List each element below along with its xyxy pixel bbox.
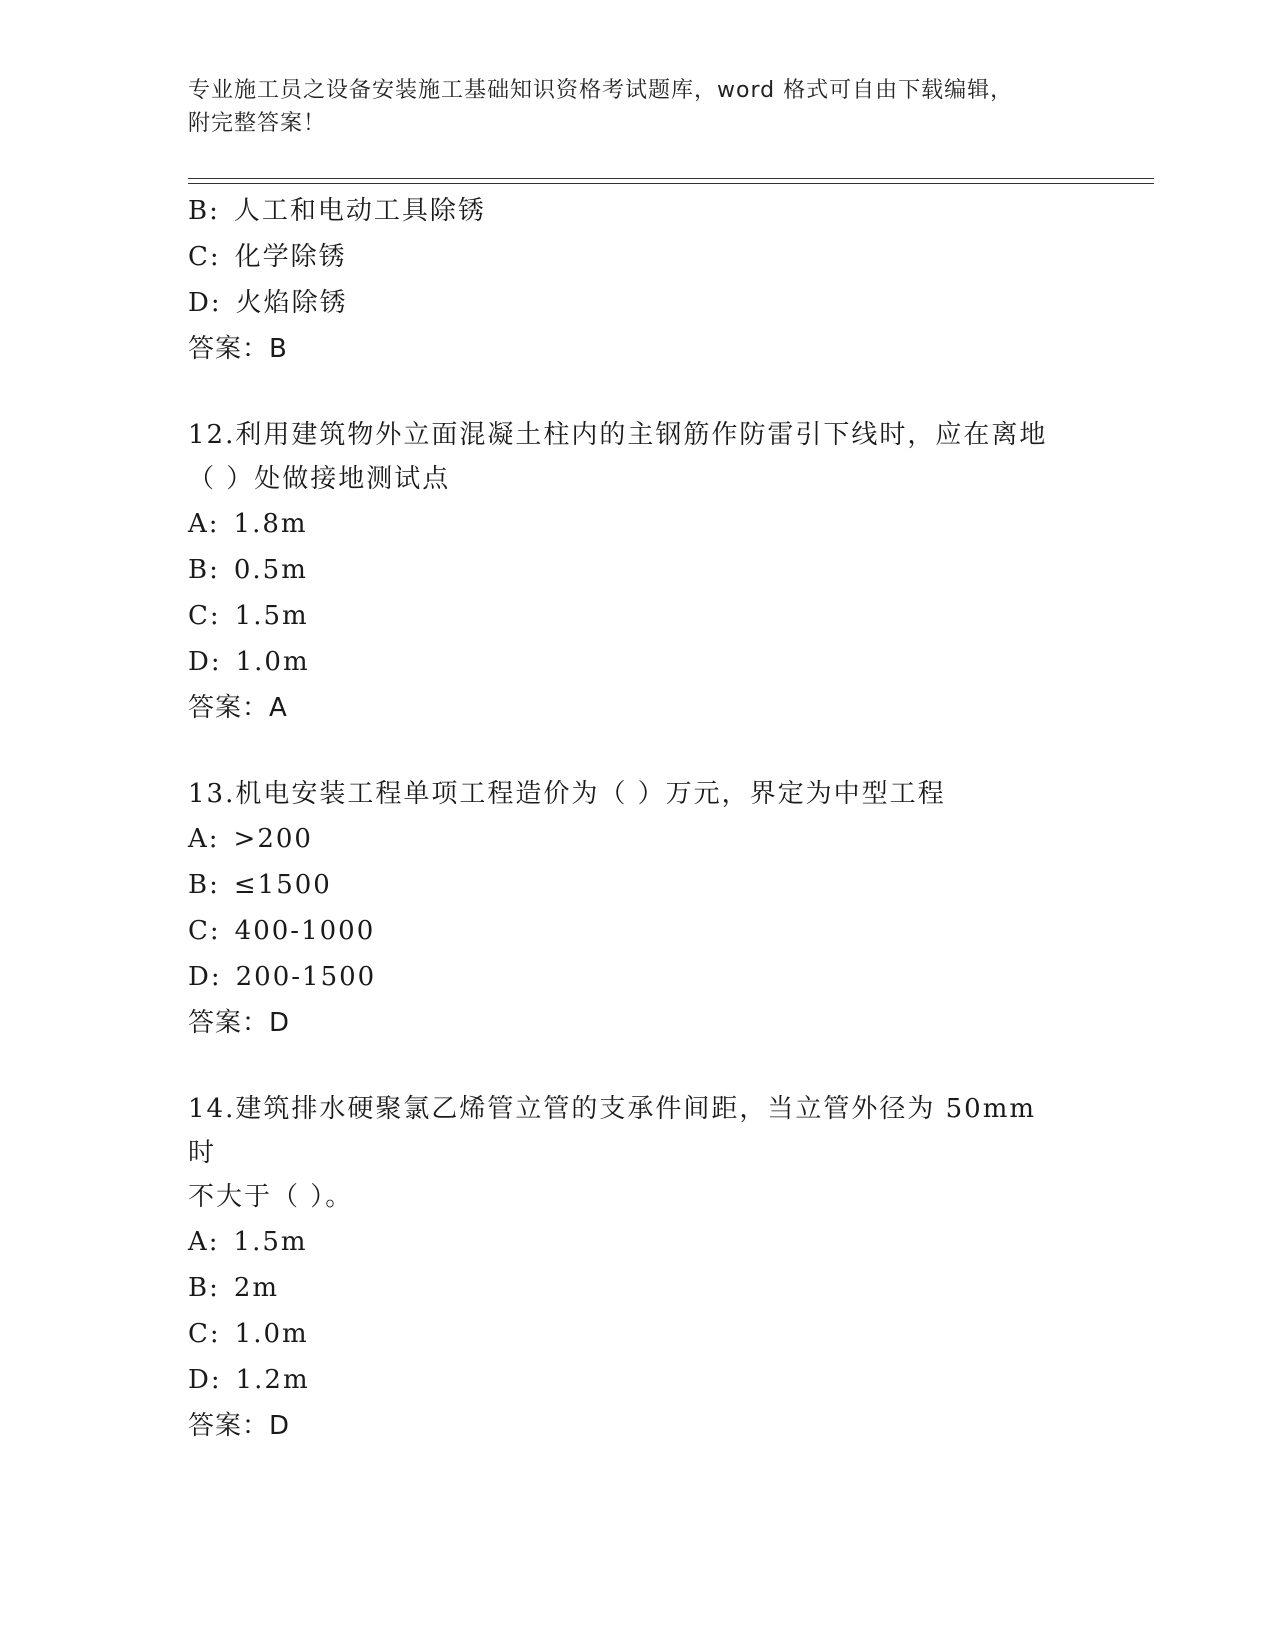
option-a <box>188 816 1088 862</box>
answer-prefix: 答案： <box>188 1411 270 1441</box>
option-c <box>188 1311 1088 1357</box>
option-b <box>188 862 1088 908</box>
option-label: B: <box>188 555 220 585</box>
option-label: C: <box>188 601 221 631</box>
option-text: 0.5m <box>233 555 308 585</box>
option-d <box>188 280 1088 326</box>
option-d <box>188 639 1088 685</box>
question-stem-line-1: 12.利用建筑物外立面混凝土柱内的主钢筋作防雷引下线时，应在离地 <box>188 420 1048 450</box>
option-text: 200-1500 <box>235 962 377 992</box>
question-11-continued <box>188 188 1088 372</box>
option-a <box>188 501 1088 547</box>
option-c <box>188 908 1088 954</box>
header-line-2: 附完整答案！ <box>188 111 327 136</box>
answer-line <box>188 685 1088 731</box>
question-12 <box>188 413 1088 731</box>
option-b <box>188 1265 1088 1311</box>
question-stem-line-1: 13.机电安装工程单项工程造价为（ ）万元，界定为中型工程 <box>188 779 946 809</box>
answer-value: A <box>269 693 288 723</box>
answer-prefix: 答案： <box>188 334 270 364</box>
option-a <box>188 1219 1088 1265</box>
question-list <box>188 188 1088 1449</box>
option-b <box>188 547 1088 593</box>
option-text: 1.2m <box>235 1365 310 1395</box>
answer-value: B <box>269 334 288 364</box>
question-stem-line-2: 不大于（ ）。 <box>188 1182 354 1212</box>
option-text: 400-1000 <box>234 916 376 946</box>
option-text: 1.5m <box>234 601 309 631</box>
option-label: C: <box>188 242 221 272</box>
question-14 <box>188 1087 1088 1449</box>
option-text: 1.0m <box>235 647 310 677</box>
document-header <box>188 74 1068 140</box>
header-line-1: 专业施工员之设备安装施工基础知识资格考试题库，word 格式可自由下载编辑， <box>188 78 1014 103</box>
option-d <box>188 954 1088 1000</box>
option-text: 1.8m <box>233 509 308 539</box>
option-label: B: <box>188 1273 220 1303</box>
option-text: 1.0m <box>234 1319 309 1349</box>
option-label: B: <box>188 196 220 226</box>
option-text: 化学除锈 <box>234 242 347 272</box>
question-stem-line-2: （ ）处做接地测试点 <box>188 464 451 494</box>
option-text: 人工和电动工具除锈 <box>233 196 486 226</box>
option-label: A: <box>188 509 220 539</box>
answer-line <box>188 326 1088 372</box>
option-label: D: <box>188 647 222 677</box>
option-c <box>188 593 1088 639</box>
option-text: >200 <box>233 824 313 854</box>
header-divider-bottom <box>188 183 1154 184</box>
question-stem <box>188 413 1068 501</box>
option-text: 火焰除锈 <box>235 288 348 318</box>
question-13 <box>188 772 1088 1046</box>
answer-line <box>188 1403 1088 1449</box>
option-text: 2m <box>233 1273 280 1303</box>
option-label: D: <box>188 1365 222 1395</box>
question-stem <box>188 1087 1068 1219</box>
option-b <box>188 188 1088 234</box>
answer-line <box>188 1000 1088 1046</box>
answer-value: D <box>269 1411 291 1441</box>
question-stem <box>188 772 1068 816</box>
option-label: A: <box>188 1227 220 1257</box>
option-label: B: <box>188 870 220 900</box>
option-label: C: <box>188 1319 221 1349</box>
option-text: ≤1500 <box>233 870 332 900</box>
answer-value: D <box>269 1008 291 1038</box>
header-divider-top <box>188 178 1154 179</box>
answer-prefix: 答案： <box>188 1008 270 1038</box>
answer-prefix: 答案： <box>188 693 270 723</box>
option-label: D: <box>188 962 222 992</box>
question-stem-line-1: 14.建筑排水硬聚氯乙烯管立管的支承件间距，当立管外径为 50mm 时 <box>188 1094 1037 1168</box>
option-label: A: <box>188 824 220 854</box>
option-d <box>188 1357 1088 1403</box>
option-c <box>188 234 1088 280</box>
option-text: 1.5m <box>233 1227 308 1257</box>
option-label: C: <box>188 916 221 946</box>
option-label: D: <box>188 288 222 318</box>
